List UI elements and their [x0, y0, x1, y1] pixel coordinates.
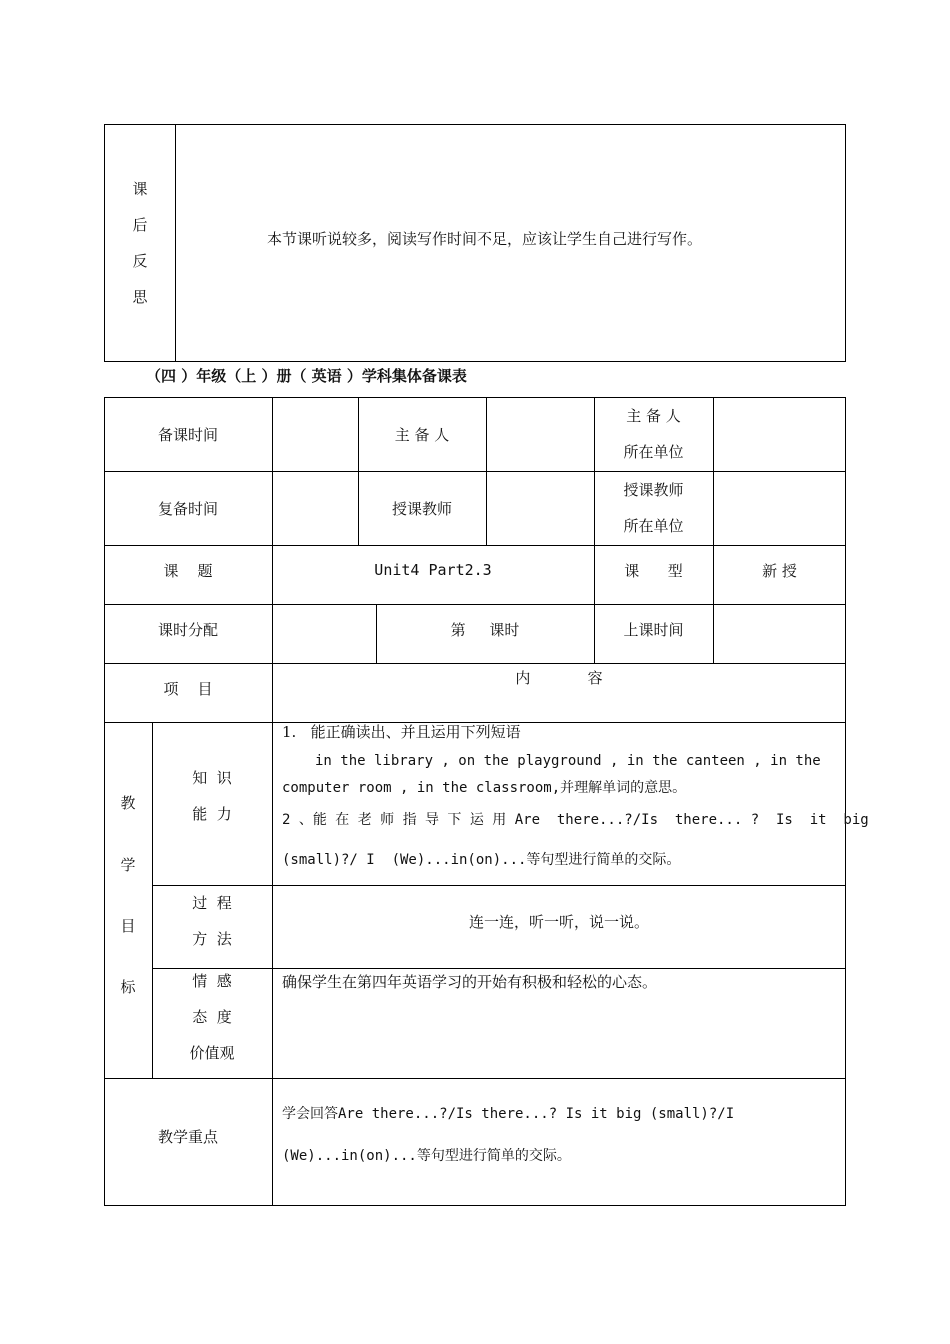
- teacher-label: 授课教师: [391, 499, 452, 518]
- focus-line-1: [282, 1103, 842, 1125]
- focus-line-1-text: 学会回答Are there...?/Is there...? Is it big (small)?/I: [282, 1106, 735, 1122]
- knowledge-line-4: 2 、能 在 老 师 指 导 下 运 用 Are there...?/Is there... ? Is it big: [282, 812, 869, 828]
- knowledge-label-1: 知 识: [192, 769, 232, 787]
- teacher-unit-label: [594, 471, 713, 545]
- goals-char-3: 目: [120, 917, 136, 935]
- reflection-char-2: 后: [132, 216, 148, 234]
- v-line-r1-d: [713, 397, 714, 663]
- focus-label: 教学重点: [157, 1127, 218, 1146]
- table-title: （四 ）年级（上 ）册（ 英语 ）学科集体备课表: [146, 367, 467, 385]
- lead-unit-label-1: 主 备 人: [626, 407, 681, 425]
- class-time-label: 上课时间: [623, 620, 684, 639]
- lead-unit-label: [594, 397, 713, 471]
- knowledge-line-3: computer room , in the classroom,并理解单词的意思。: [282, 780, 687, 796]
- lead-preparer-label: 主 备 人: [394, 425, 450, 444]
- goals-char-2: 学: [120, 856, 136, 874]
- review-time-label: 复备时间: [157, 499, 218, 518]
- reflection-text: 本节课听说较多，阅读写作时间不足，应该让学生自己进行写作。: [267, 230, 703, 248]
- reflection-char-1: 课: [132, 180, 148, 198]
- teacher-unit-label-2: 所在单位: [623, 517, 684, 535]
- emotion-label: [152, 963, 272, 1071]
- process-label-1: 过 程: [192, 894, 232, 912]
- focus-line-2: (We)...in(on)...等句型进行简单的交际。: [282, 1148, 571, 1164]
- lead-unit-label-2: 所在单位: [623, 443, 684, 461]
- prep-time-label: 备课时间: [157, 425, 218, 444]
- hours-label: 课时分配: [157, 620, 218, 639]
- process-text: 连一连，听一听，说一说。: [468, 912, 649, 931]
- emotion-label-2: 态 度: [192, 1008, 232, 1026]
- type-value: 新 授: [762, 561, 797, 580]
- topic-value: Unit4 Part2.3: [374, 561, 492, 579]
- reflection-char-3: 反: [132, 252, 148, 270]
- emotion-label-1: 情 感: [192, 972, 232, 990]
- lesson-label: 第 课时: [450, 620, 520, 639]
- knowledge-label: [152, 760, 272, 832]
- process-label-2: 方 法: [192, 930, 232, 948]
- knowledge-line-1: 1. 能正确读出、并且运用下列短语: [282, 723, 521, 741]
- teacher-unit-label-1: 授课教师: [623, 481, 684, 499]
- process-label: [152, 885, 272, 957]
- goals-char-1: 教: [120, 794, 136, 812]
- type-label: 课 型: [624, 561, 683, 580]
- reflection-label: [104, 124, 176, 362]
- content-label: 内 容: [515, 669, 603, 687]
- emotion-label-3: 价值观: [189, 1044, 235, 1062]
- knowledge-label-2: 能 力: [192, 805, 232, 823]
- goals-label: [104, 722, 152, 1078]
- topic-label: 课 题: [163, 561, 213, 580]
- knowledge-line-2: in the library , on the playground , in the canteen , in the: [315, 753, 821, 769]
- item-label: 项 目: [163, 679, 213, 698]
- knowledge-line-5: (small)?/ I (We)...in(on)...等句型进行简单的交际。: [282, 852, 681, 868]
- v-line-r1-b: [486, 397, 487, 545]
- emotion-text: 确保学生在第四年英语学习的开始有积极和轻松的心态。: [282, 973, 658, 991]
- reflection-char-4: 思: [132, 288, 148, 306]
- v-line-main: [272, 397, 273, 1206]
- goals-char-4: 标: [120, 978, 136, 996]
